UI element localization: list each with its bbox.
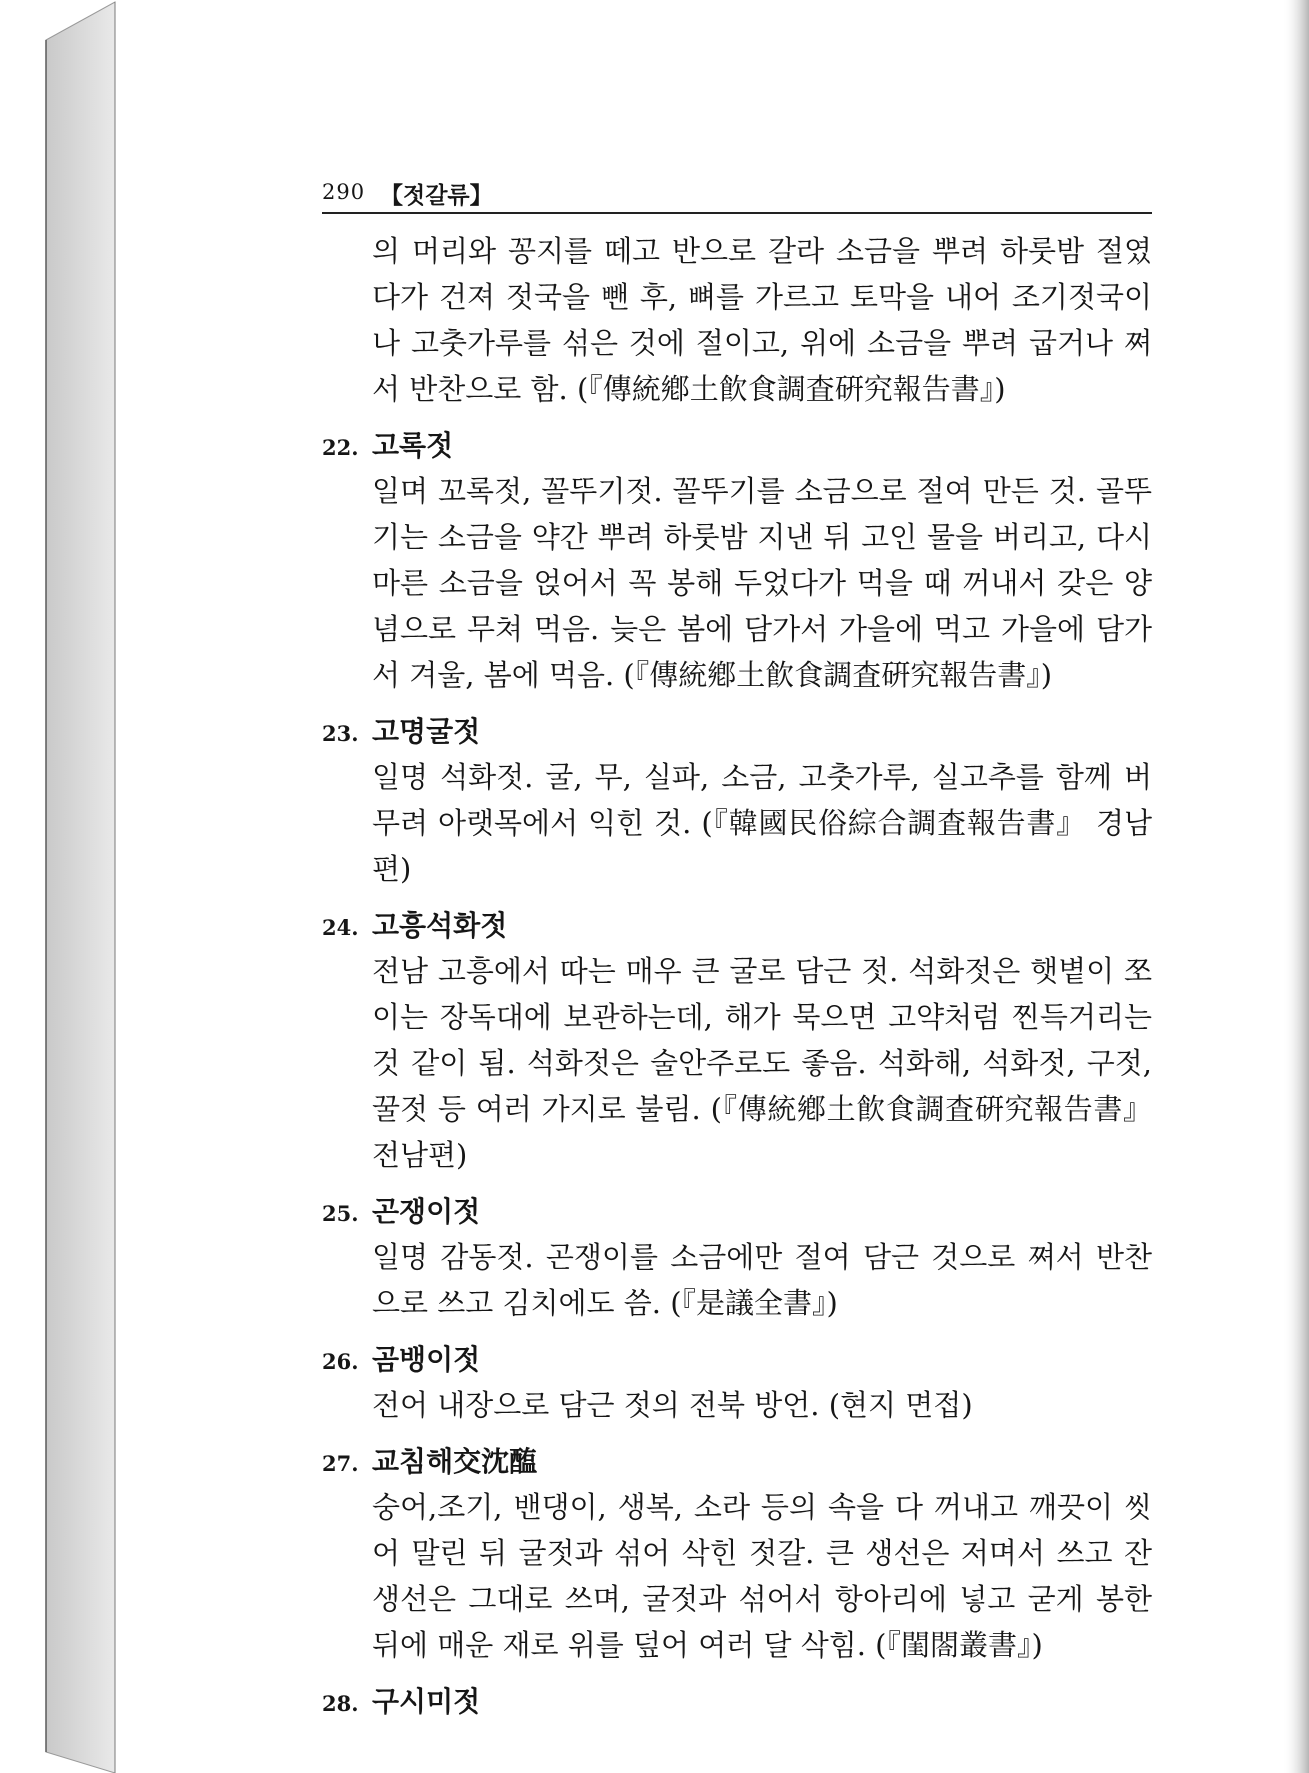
entry-body: 일며 꼬록젓, 꼴뚜기젓. 꼴뚜기를 소금으로 절여 만든 것. 골뚜기는 소금을 약간 뿌려 하룻밤 지낸 뒤 고인 물을 버리고, 다시 마른 소금을 얹어서 꼭 봉해 두었다가 먹을 때 꺼내서 갖은 양념으로 무쳐 먹음. 늦은 봄에 담가서 가을에 먹고 가을에 담가서 겨울, 봄에 먹음. (『傳統鄕土飮食調査硏究報告書』) [372,474,1162,692]
entry-heading [322,422,1152,468]
entry-body: 전어 내장으로 담근 젓의 전북 방언. (현지 면접) [372,1388,973,1422]
section-label: 【젓갈류】 [380,182,493,209]
entry-number: 22. [322,435,359,460]
entry-22 [322,422,1162,698]
entry-28 [322,1678,1152,1724]
entry-number: 23. [322,721,359,746]
entry-title: 구시미젓 [372,1685,481,1718]
entry-number: 28. [322,1691,359,1716]
entry-title: 곤쟁이젓 [372,1195,481,1228]
entry-body: 전남 고흥에서 따는 매우 큰 굴로 담근 젓. 석화젓은 햇볕이 쪼이는 장독대에 보관하는데, 해가 묵으면 고약처럼 찐득거리는 것 같이 됨. 석화젓은 술안주로도 좋음. 석화해, 석화젓, 구젓, 꿀젓 등 여러 가지로 불림. (『傳統鄕土飮食調査硏究報告書』 전남편) [372,954,1162,1172]
running-head [322,166,1152,214]
entries [322,228,1162,1724]
entry-heading [322,708,1152,754]
entry-heading [322,1336,1152,1382]
entry-heading [322,1678,1152,1724]
entry-27 [322,1438,1162,1668]
entry-title: 곰뱅이젓 [372,1343,481,1376]
entry-number: 25. [322,1201,359,1226]
book-spine [46,2,115,1773]
entry-title: 고록젓 [372,429,454,462]
entry-number: 24. [322,915,359,940]
page-content [322,166,1162,1724]
continuation-paragraph: 의 머리와 꽁지를 떼고 반으로 갈라 소금을 뿌려 하룻밤 절였다가 건져 젓국을 뺀 후, 뼈를 가르고 토막을 내어 조기젓국이나 고춧가루를 섞은 것에 절이고, 위에 소금을 뿌려 굽거나 쪄서 반찬으로 함. (『傳統鄕土飮食調査硏究報告書』) [372,234,1152,406]
entry-body: 일명 석화젓. 굴, 무, 실파, 소금, 고춧가루, 실고추를 함께 버무려 아랫목에서 익힌 것. (『韓國民俗綜合調査報告書』 경남편) [372,760,1152,886]
entry-title: 고명굴젓 [372,715,481,748]
entry-title: 고흥석화젓 [372,909,508,942]
page-right-shadow [1282,0,1309,1773]
entry-heading [322,1438,1152,1484]
entry-heading [322,1188,1152,1234]
entry-heading [322,902,1152,948]
entry-number: 26. [322,1349,359,1374]
entry-25 [322,1188,1152,1326]
entry-24 [322,902,1162,1178]
entry-number: 27. [322,1451,359,1476]
entry-body: 일명 감동젓. 곤쟁이를 소금에만 절여 담근 것으로 쪄서 반찬으로 쓰고 김치에도 씀. (『是議全書』) [372,1240,1152,1320]
entry-title: 교침해交沈醢 [372,1445,538,1478]
page-number: 290 [322,180,366,204]
entry-23 [322,708,1152,892]
entry-26 [322,1336,1152,1428]
entry-body: 숭어,조기, 밴댕이, 생복, 소라 등의 속을 다 꺼내고 깨끗이 씻어 말린 뒤 굴젓과 섞어 삭힌 젓갈. 큰 생선은 저며서 쓰고 잔 생선은 그대로 쓰며, 굴젓과 섞어서 항아리에 넣고 굳게 봉한 뒤에 매운 재로 위를 덮어 여러 달 삭힘. (『閨閤叢書』) [372,1490,1162,1662]
